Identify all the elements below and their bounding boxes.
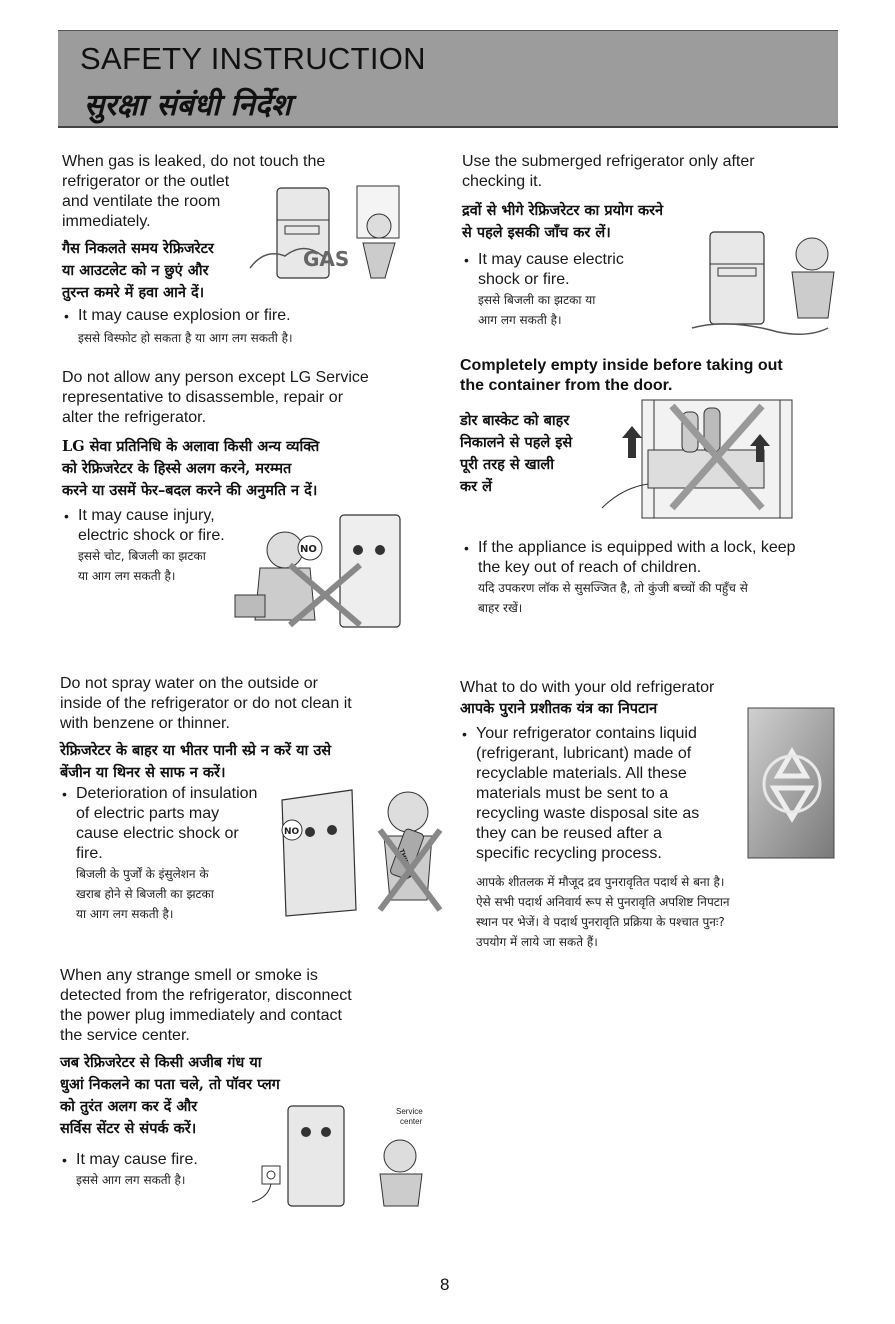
empty-hindi-2: निकालने से पहले इसे [460, 434, 573, 451]
repair-illustration [230, 510, 430, 635]
gas-hindi-2: या आउटलेट को न छुएं और [62, 262, 209, 279]
repair-bullet-1: • It may cause injury, [62, 506, 442, 526]
repair-hindi-2: को रेफ्रिजरेटर के हिस्से अलग करने, मरम्मत [62, 460, 292, 477]
smell-hindi-3: को तुरंत अलग कर दें और [60, 1098, 198, 1115]
smell-bullet-hindi: इससे आग लग सकती है। [76, 1173, 186, 1187]
service-center-label-2: center [400, 1117, 423, 1126]
submerged-text-1: Use the submerged refrigerator only after [462, 153, 755, 170]
spray-illustration [272, 770, 452, 930]
spray-bullet-hindi-1: बिजली के पुर्जों के इंसुलेशन के [76, 867, 209, 881]
spray-bullet-2: of electric parts may [76, 805, 220, 822]
gas-hindi-3: तुरन्त कमरे में हवा आने दें। [62, 284, 205, 301]
smell-text-4: the service center. [60, 1027, 190, 1044]
spray-no-label: NO [284, 827, 300, 837]
repair-hindi-3: करने या उसमें फेर–बदल करने की अनुमति न दें। [62, 482, 318, 499]
spray-bullet-1: • Deterioration of insulation [60, 784, 440, 804]
empty-hindi-3: पूरी तरह से खाली [460, 456, 554, 473]
lock-bullet-hindi-1: यदि उपकरण लॉक से सुसज्जित है, तो कुंजी बच्चों की पहुँच से [478, 581, 748, 595]
smell-illustration [240, 1098, 440, 1213]
submerged-bullet-hindi-1: इससे बिजली का झटका या [478, 293, 596, 307]
gas-text-1: When gas is leaked, do not touch the [62, 153, 326, 170]
door-basket-illustration [592, 398, 802, 523]
smell-hindi-4: सर्विस सेंटर से संपर्क करें। [60, 1120, 197, 1137]
submerged-illustration [688, 228, 858, 340]
submerged-text-2: checking it. [462, 173, 543, 190]
old-fridge-title: What to do with your old refrigerator [460, 679, 715, 696]
spray-bullet-3: cause electric shock or [76, 825, 239, 842]
submerged-hindi-1: द्रवों से भीगे रेफ्रिजरेटर का प्रयोग करने [462, 202, 664, 219]
old-fridge-hindi-2: ऐसे सभी पदार्थ अनिवार्य रूप से पुनरावृति अपशिष्ट निपटान [476, 895, 730, 909]
repair-bullet-hindi-1: इससे चोट, बिजली का झटका [78, 549, 206, 563]
empty-text-1: Completely empty inside before taking out [460, 357, 783, 374]
repair-text-2: representative to disassemble, repair or [62, 389, 344, 406]
gas-text-3: and ventilate the room [62, 193, 221, 210]
old-fridge-bullet-3: recyclable materials. All these [476, 765, 687, 782]
gas-hindi-1: गैस निकलते समय रेफ्रिजरेटर [62, 240, 214, 257]
smell-text-3: the power plug immediately and contact [60, 1007, 342, 1024]
page-number: 8 [440, 1275, 450, 1294]
old-fridge-title-hindi: आपके पुराने प्रशीतक यंत्र का निपटान [460, 700, 658, 717]
gas-leak-illustration [245, 178, 415, 288]
spray-bullet-hindi-2: खराब होने से बिजली का झटका [76, 887, 214, 901]
smell-hindi-2: धुआं निकलने का पता चले, तो पॉवर प्लग [60, 1076, 280, 1093]
old-fridge-bullet-2: (refrigerant, lubricant) made of [476, 745, 692, 762]
spray-bullet-hindi-3: या आग लग सकती है। [76, 907, 174, 921]
gas-text-2: refrigerator or the outlet [62, 173, 230, 190]
lock-bullet-hindi-2: बाहर रखें। [478, 601, 523, 615]
gas-bullet-hindi: इससे विस्फोट हो सकता है या आग लग सकती है। [78, 331, 293, 345]
spray-hindi-1: रेफ्रिजरेटर के बाहर या भीतर पानी स्प्रे न करें या उसे [60, 742, 332, 759]
repair-bullet-hindi-2: या आग लग सकती है। [78, 569, 176, 583]
spray-text-3: with benzene or thinner. [60, 715, 230, 732]
repair-hindi-1: LG सेवा प्रतिनिधि के अलावा किसी अन्य व्यक्ति [62, 438, 320, 455]
repair-text-3: alter the refrigerator. [62, 409, 207, 426]
repair-bullet-2: electric shock or fire. [78, 527, 225, 544]
empty-hindi-4: कर लें [460, 478, 492, 495]
old-fridge-bullet-1: • Your refrigerator contains liquid [460, 724, 840, 744]
repair-no-label: NO [300, 544, 317, 555]
submerged-bullet-hindi-2: आग लग सकती है। [478, 313, 562, 327]
recycle-fridge-illustration [746, 706, 838, 862]
empty-hindi-1: डोर बास्केट को बाहर [460, 412, 570, 429]
old-fridge-hindi-3: स्थान पर भेजें। वे पदार्थ पुनरावृति प्रक्रिया के पश्चात पुनः? [476, 915, 725, 929]
smell-bullet: • It may cause fire. [60, 1150, 450, 1170]
old-fridge-bullet-6: they can be reused after a [476, 825, 662, 842]
spray-bullet-4: fire. [76, 845, 103, 862]
repair-text-1: Do not allow any person except LG Service [62, 369, 369, 386]
lock-bullet-1: • If the appliance is equipped with a lock, keep [462, 538, 842, 558]
lock-bullet-2: the key out of reach of children. [478, 559, 702, 576]
old-fridge-bullet-4: materials must be sent to a [476, 785, 669, 802]
gas-bullet: • It may cause explosion or fire. [62, 306, 422, 326]
old-fridge-hindi-1: आपके शीतलक में मौजूद द्रव पुनरावृतित पदार्थ से बना है। [476, 875, 725, 889]
submerged-bullet-2: shock or fire. [478, 271, 570, 288]
old-fridge-bullet-5: recycling waste disposal site as [476, 805, 700, 822]
submerged-hindi-2: से पहले इसकी जाँच कर लें। [462, 224, 611, 241]
gas-label: GAS [303, 247, 350, 271]
submerged-bullet-1: • It may cause electric [462, 250, 832, 270]
page-header [58, 30, 838, 128]
smell-text-2: detected from the refrigerator, disconnect [60, 987, 352, 1004]
service-center-label-1: Service [396, 1107, 423, 1116]
empty-text-2: the container from the door. [460, 377, 673, 394]
smell-hindi-1: जब रेफ्रिजरेटर से किसी अजीब गंध या [60, 1054, 262, 1071]
gas-text-4: immediately. [62, 213, 151, 230]
spray-text-1: Do not spray water on the outside or [60, 675, 318, 692]
lock-section [462, 538, 842, 618]
spray-text-2: inside of the refrigerator or do not clean it [60, 695, 352, 712]
old-fridge-bullet-7: specific recycling process. [476, 845, 662, 862]
old-fridge-hindi-4: उपयोग में लाये जा सकते हैं। [476, 935, 598, 949]
title-english: SAFETY INSTRUCTION [80, 41, 426, 76]
smell-text-1: When any strange smell or smoke is [60, 967, 318, 984]
title-hindi: सुरक्षा संबंधी निर्देश [84, 88, 292, 123]
spray-hindi-2: बेंजीन या थिनर से साफ न करें। [60, 764, 226, 781]
